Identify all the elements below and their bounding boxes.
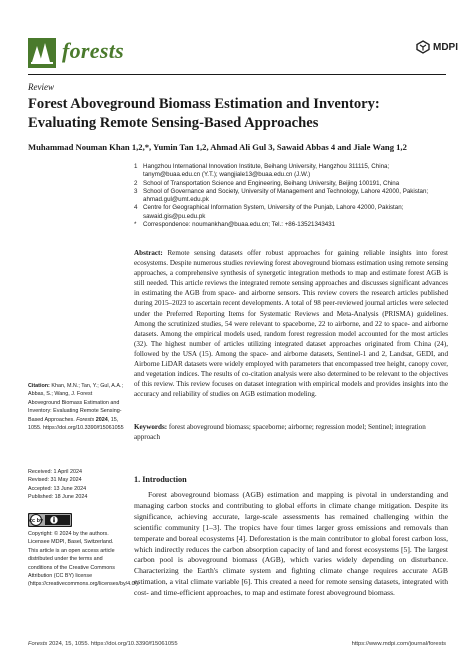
article-type: Review (28, 82, 54, 92)
citation-block: Citation: Khan, M.N.; Tan, Y.; Gul, A.A.; Abbas, S.; Wang, J. Forest Aboveground Biomass Estimation and Inventory: Evaluating Remote Sensing-Based Approaches. Forests 2024, 15, 1055. https://doi.org/10.3390/f15061055 (28, 383, 124, 432)
forests-logo-icon (28, 38, 56, 68)
publisher-logo (416, 40, 458, 54)
abstract (134, 248, 448, 399)
paper-title: Forest Aboveground Biomass Estimation and Inventory: Evaluating Remote Sensing-Based Approaches (28, 96, 380, 131)
affiliations (134, 163, 448, 229)
affiliation-item: 2 School of Transportation Science and Engineering, Beihang University, Beijing 100191, China (134, 179, 400, 187)
received-date: Received: 1 April 2024 (28, 469, 82, 475)
affiliation-item: 3 School of Governance and Society, University of Management and Technology, Lahore 42000, Pakistan; ahmad.gul@umt.edu.pk (134, 187, 429, 204)
footer-url[interactable]: https://www.mdpi.com/journal/forests (351, 641, 446, 647)
published-date: Published: 18 June 2024 (28, 494, 88, 501)
revised-date: Revised: 31 May 2024 (28, 477, 82, 484)
page-footer (28, 641, 446, 647)
header-divider (28, 74, 446, 75)
publisher-name: MDPI (433, 41, 458, 53)
author-list: Muhammad Nouman Khan 1,2,*, Yumin Tan 1,2, Ahmad Ali Gul 3, Sawaid Abbas 4 and Jiale Wang 1,2 (28, 142, 407, 152)
cc-by-license-icon[interactable] (28, 513, 72, 527)
section-body: Forest aboveground biomass (AGB) estimation and mapping is pivotal in understanding and managing carbon stocks and contributing to global efforts in climate change mitigation. Despite its significance, achieving accurate, large-scale assessments has remained challenging within the scientific community [1–3]. The tropics have four times larger gross emissions and removals than temperate and boreal ecosystems [4]. Deforestation is the main contributor to global forest carbon loss, which indirectly reduces the carbon absorption capacity of land and forest ecosystems [5]. The largest carbon pool is aboveground biomass (AGB), which varies widely depending on disturbance. Characterizing the Earth's climate system and fighting climate change requires accurate AGB estimation, a vital climate variable [6]. This created a need for remote sensing datasets, integrated with cost- and time-efficient approaches, to map and estimate forest aboveground biomass. (134, 490, 448, 598)
section-heading: 1. Introduction (134, 475, 187, 484)
affiliation-item: 4 Centre for Geographical Information System, University of the Punjab, Lahore 42000, Pakistan; sawaid.gis@pu.edu.pk (134, 204, 404, 220)
journal-name: forests (62, 38, 124, 63)
affiliation-item: 1 Hangzhou International Innovation Institute, Beihang University, Hangzhou 311115, China; tanym@buaa.edu.cn (Y.T.); wangjiale13@buaa.edu.cn (J.W.) (134, 163, 390, 179)
abstract-label: Abstract: (134, 249, 163, 257)
keywords-text: forest aboveground biomass; spaceborne; airborne; regression model; Sentinel; integration approach (134, 423, 426, 442)
copyright-notice: Copyright: © 2024 by the authors. Licensee MDPI, Basel, Switzerland. This article is an open access article distributed under the terms and conditions of the Creative Commons Attribution (CC BY) license (https://creativecommons.org/licenses/by/4.0/). (28, 531, 140, 588)
keywords (134, 422, 448, 442)
publication-dates (28, 468, 124, 502)
mdpi-icon (416, 40, 430, 54)
accepted-date: Accepted: 13 June 2024 (28, 485, 87, 492)
keywords-label: Keywords: (134, 423, 168, 431)
abstract-text: Remote sensing datasets offer robust approaches for gaining reliable insights into forest ecosystems. Despite numerous studies reviewing forest aboveground biomass estimation using remote sensing approaches, a comprehensive synthesis of synergetic integration methods to map and estimate forest AGB is still needed. This article reviews the integrated remote sensing approaches and discusses significant advances in estimating the AGB from space- and airborne sensors. This review covers the research articles published during 2015–2023 to ascertain recent developments. A total of 98 peer-reviewed journal articles were selected under the Preferred Reporting Items for Systematic Reviews and Meta-Analysis (PRISMA) guidelines. Among the scrutinized studies, 54 were relevant to spaceborne, 22 to airborne, and 22 to space- and airborne datasets. Among the empirical models used, random forest regression model accounted for the most articles (32). The highest number of articles utilizing integrated dataset approaches originated from China (24), followed by the USA (15). Among the space- and airborne datasets, Sentinel-1 and 2, Landsat, GEDI, and Airborne LiDAR datasets were widely employed with parameters that encompassed tree height, canopy cover, and vegetation indices. The results of co-citation analysis were also determined to be relevant to the objectives of this review. This review focuses on dataset integration with empirical models and provides insights into the accuracy and reliability of studies on AGB estimation modeling. (134, 249, 448, 399)
footer-citation: Forests 2024, 15, 1055. https://doi.org/10.3390/f15061055 (28, 641, 178, 647)
cc-badge-text: cc by (28, 518, 44, 524)
correspondence: * Correspondence: noumankhan@buaa.edu.cn; Tel.: +86-13521343431 (134, 221, 336, 229)
